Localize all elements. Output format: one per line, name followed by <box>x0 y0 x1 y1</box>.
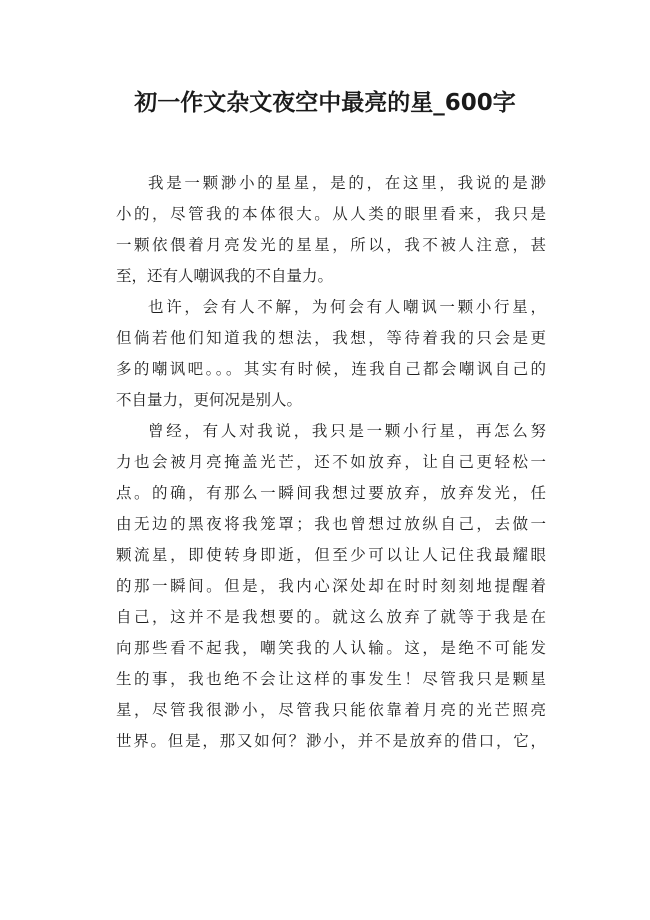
text-line: 也许，会有人不解，为何会有人嘲讽一颗小行星， <box>148 298 546 316</box>
text-line: 自己，这并不是我想要的。就这么放弃了就等于我是在 <box>116 608 546 626</box>
text-line: 曾经，有人对我说，我只是一颗小行星，再怎么努 <box>148 422 546 440</box>
text-line: 世界。但是，那又如何？渺小，并不是放弃的借口，它， <box>116 732 546 750</box>
text-line: 但倘若他们知道我的想法，我想，等待着我的只会是更 <box>116 329 546 347</box>
text-line: 由无边的黑夜将我笼罩；我也曾想过放纵自己，去做一 <box>116 515 546 533</box>
text-line: 一颗依偎着月亮发光的星星，所以，我不被人注意，甚 <box>116 236 546 254</box>
text-line: 点。的确，有那么一瞬间我想过要放弃，放弃发光，任 <box>116 484 546 502</box>
text-line: 星，尽管我很渺小，尽管我只能依靠着月亮的光芒照亮 <box>116 701 546 719</box>
text-line: 向那些看不起我，嘲笑我的人认输。这，是绝不可能发 <box>116 639 546 657</box>
text-line: 力也会被月亮掩盖光芒，还不如放弃，让自己更轻松一 <box>116 453 546 471</box>
text-line: 我是一颗渺小的星星，是的，在这里，我说的是渺 <box>148 174 546 192</box>
text-line: 颗流星，即使转身即逝，但至少可以让人记住我最耀眼 <box>116 546 546 564</box>
text-line: 生的事，我也绝不会让这样的事发生！尽管我只是颗星 <box>116 670 546 688</box>
text-line: 多的嘲讽吧。。。其实有时候，连我自己都会嘲讽自己的 <box>116 360 546 378</box>
article-body <box>116 168 546 757</box>
text-line: 的那一瞬间。但是，我内心深处却在时时刻刻地提醒着 <box>116 577 546 595</box>
text-line: 至，还有人嘲讽我的不自量力。 <box>116 267 334 285</box>
text-line: 小的，尽管我的本体很大。从人类的眼里看来，我只是 <box>116 205 546 223</box>
text-line: 不自量力，更何况是别人。 <box>116 391 303 409</box>
article-title: 初一作文杂文夜空中最亮的星_600字 <box>134 90 516 116</box>
